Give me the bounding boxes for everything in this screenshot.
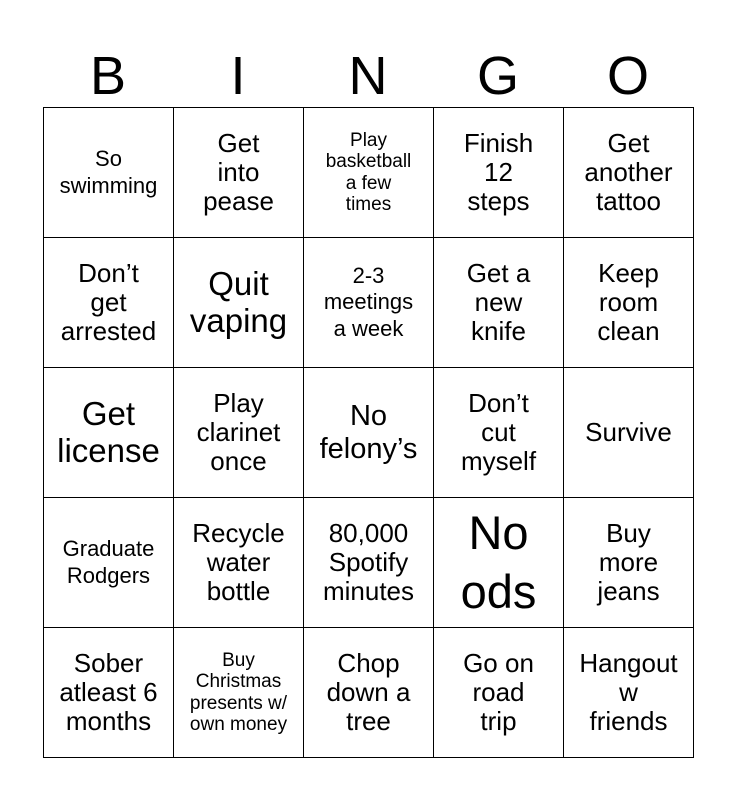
bingo-cell [564,108,694,238]
bingo-cell [44,238,174,368]
cell-label: Buy Christmas presents w/ own money [189,649,288,735]
bingo-cell [174,628,304,758]
header-letter-b: B [89,46,127,106]
bingo-cell [304,628,434,758]
cell-label: Don’t cut myself [460,387,537,477]
bingo-board [43,107,694,758]
bingo-cell [564,238,694,368]
header-letter-o: O [606,46,649,106]
bingo-cell [564,628,694,758]
cell-label: Get into pease [203,127,274,217]
cell-label: No felony’s [319,400,418,465]
cell-label: Play clarinet once [196,387,281,477]
header-letter-g: G [476,46,519,106]
bingo-cell [174,108,304,238]
bingo-cell [44,368,174,498]
bingo-cell [174,368,304,498]
cell-label: 2-3 meetings a week [323,262,414,341]
cell-label: Play basketball a few times [325,129,412,215]
bingo-cell [564,498,694,628]
cell-label: Keep room clean [597,257,660,347]
bingo-cell [174,498,304,628]
bingo-cell [44,628,174,758]
cell-label: Get another tattoo [584,127,673,217]
cell-label: Recycle water bottle [192,517,285,607]
bingo-cell [434,108,564,238]
cell-label: Graduate Rodgers [62,536,155,588]
cell-label: Chop down a tree [326,647,411,737]
bingo-cell [304,368,434,498]
bingo-cell [434,368,564,498]
bingo-cell [564,368,694,498]
cell-label: Sober atleast 6 months [59,647,158,737]
cell-label: Don’t get arrested [60,257,157,347]
bingo-cell [44,108,174,238]
cell-label: So swimming [59,146,158,198]
bingo-cell [434,498,564,628]
cell-label: Get license [57,394,160,469]
bingo-cell [434,628,564,758]
bingo-cell [174,238,304,368]
cell-label: Go on road trip [463,647,534,737]
header-letter-i: I [230,46,246,106]
cell-label: Get a new knife [466,257,531,347]
bingo-cell [304,238,434,368]
bingo-header [43,44,693,108]
cell-label: 80,000 Spotify minutes [322,517,415,607]
cell-label: Buy more jeans [597,517,660,607]
bingo-cell [434,238,564,368]
cell-label: Survive [585,416,672,447]
cell-label: No ods [460,505,537,618]
cell-label: Finish 12 steps [463,127,534,217]
header-letter-n: N [348,46,388,106]
bingo-cell [44,498,174,628]
cell-label: Quit vaping [189,264,288,339]
cell-label: Hangout w friends [579,647,678,737]
bingo-cell [304,108,434,238]
bingo-cell [304,498,434,628]
